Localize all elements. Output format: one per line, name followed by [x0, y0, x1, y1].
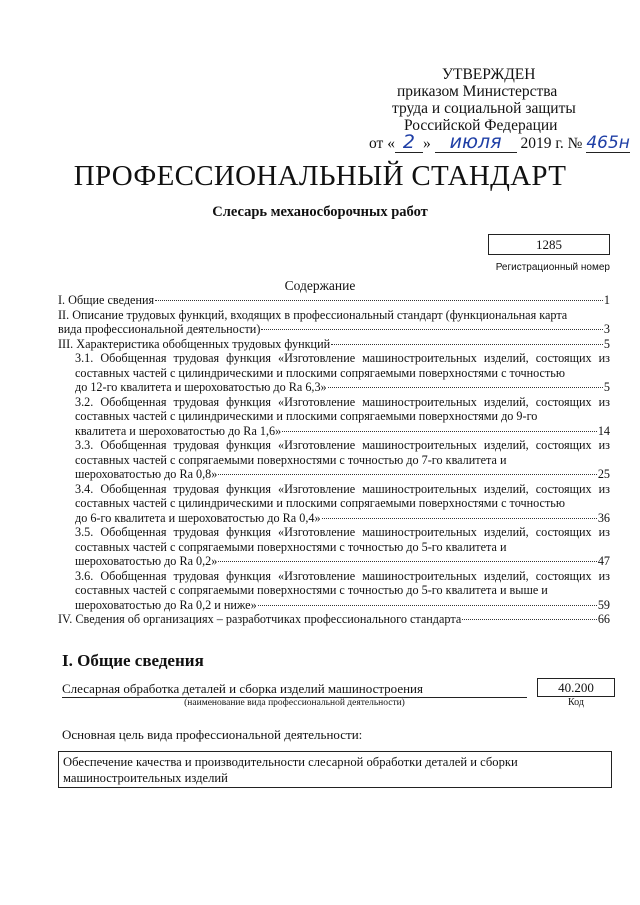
toc-entry-text: 3.5. Обобщенная трудовая функция «Изготовление машиностроительных изделий, состоящих из составных частей с сопрягаемыми поверхностями с точностью до 5-го квалитета и [75, 525, 610, 554]
toc-entry-title: шероховатостью до Ra 0,2 и ниже» [75, 597, 257, 612]
goal-box [58, 751, 612, 788]
toc-page-number: 66 [597, 612, 610, 626]
toc-entry-3-3[interactable] [58, 438, 610, 482]
toc-entry-title: шероховатостью до Ra 0,2» [75, 554, 218, 568]
registration-number-label: Регистрационный номер [495, 262, 610, 273]
toc-page-number: 47 [597, 554, 610, 568]
toc-entry-title: шероховатостью до Ra 0,8» [75, 467, 218, 481]
activity-name-field: Слесарная обработка деталей и сборка изделий машиностроения [62, 680, 527, 698]
leader-dots [331, 344, 603, 345]
toc-entry-2[interactable] [58, 308, 610, 337]
toc-entry-text: 3.4. Обобщенная трудовая функция «Изготовление машиностроительных изделий, состоящих из составных частей с цилиндрическими и плоскими сопрягаемыми поверхностями с точностью [75, 481, 610, 510]
approval-date-line [369, 131, 630, 153]
date-prefix: от « [369, 135, 395, 152]
standard-subtitle: Слесарь механосборочных работ [212, 204, 428, 220]
toc-page-number: 3 [603, 322, 610, 336]
toc-entry-3-2[interactable] [58, 395, 610, 439]
approval-line-2: приказом Министерства [397, 83, 558, 100]
toc-entry-3-1[interactable] [58, 351, 610, 395]
date-year: 2019 г. № [520, 135, 583, 152]
toc-page-number: 25 [597, 467, 610, 481]
leader-dots [218, 561, 596, 562]
date-mid: » [422, 135, 431, 152]
activity-code-box: 40.200 [537, 678, 615, 697]
approval-heading: УТВЕРЖДЕН [442, 66, 536, 83]
handwritten-day: 2 [402, 131, 415, 153]
page-title: ПРОФЕССИОНАЛЬНЫЙ СТАНДАРТ [73, 160, 567, 192]
toc-entry-3[interactable] [58, 337, 610, 352]
toc-entry-3-5[interactable] [58, 525, 610, 569]
toc-entry-title: до 12-го квалитета и шероховатостью до Ra 6,3» [75, 380, 327, 394]
table-of-contents [58, 293, 610, 627]
goal-text-line-2: машиностроительных изделий [63, 771, 228, 785]
handwritten-order-number: 465н [586, 133, 630, 153]
toc-entry-text: 3.3. Обобщенная трудовая функция «Изготовление машиностроительных изделий, состоящих из составных частей с сопрягаемыми поверхностями с точностью до 7-го квалитета и [75, 438, 610, 467]
toc-entry-title: до 6-го квалитета и шероховатостью до Ra 0,4» [75, 510, 321, 525]
activity-code-caption: Код [568, 697, 584, 708]
toc-page-number: 59 [597, 597, 610, 612]
leader-dots [462, 619, 597, 620]
toc-entry-text: II. Описание трудовых функций, входящих в профессиональный стандарт (функциональная карта [58, 307, 568, 322]
toc-entry-title: IV. Сведения об организациях – разработчиках профессионального стандарта [58, 612, 462, 626]
leader-dots [328, 387, 603, 388]
section-heading: I. Общие сведения [62, 651, 204, 670]
registration-number-box: 1285 [488, 234, 610, 255]
toc-entry-text: 3.1. Обобщенная трудовая функция «Изготовление машиностроительных изделий, состоящих из составных частей с цилиндрическими и плоскими сопрягаемыми поверхностями с точностью [75, 351, 610, 380]
approval-line-3: труда и социальной защиты [392, 100, 576, 117]
toc-entry-title: III. Характеристика обобщенных трудовых функций [58, 336, 331, 351]
leader-dots [258, 605, 597, 606]
order-number [586, 135, 630, 153]
leader-dots [218, 474, 596, 475]
toc-entry-title: I. Общие сведения [58, 293, 155, 307]
toc-entry-title: квалитета и шероховатостью до Ra 1,6» [75, 423, 282, 438]
toc-entry-4[interactable] [58, 612, 610, 627]
goal-label: Основная цель вида профессиональной деятельности: [62, 727, 363, 742]
activity-name-caption: (наименование вида профессиональной деятельности) [184, 698, 405, 708]
goal-text-line-1: Обеспечение качества и производительности слесарной обработки деталей и сборки [63, 755, 518, 769]
toc-page-number: 1 [603, 293, 610, 307]
date-day [395, 131, 423, 153]
toc-entry-3-6[interactable] [58, 569, 610, 613]
approval-line-4: Российской Федерации [404, 117, 558, 134]
toc-entry-title: вида профессиональной деятельности) [58, 322, 261, 336]
leader-dots [282, 431, 597, 432]
date-month [435, 131, 517, 153]
toc-title: Содержание [284, 278, 356, 293]
toc-entry-text: 3.2. Обобщенная трудовая функция «Изготовление машиностроительных изделий, состоящих из составных частей с цилиндрическими и плоскими сопрягаемыми поверхностями до 9-го [75, 394, 610, 423]
toc-page-number: 14 [597, 423, 610, 438]
leader-dots [261, 329, 603, 330]
toc-entry-1[interactable] [58, 293, 610, 308]
toc-page-number: 5 [603, 380, 610, 394]
toc-entry-3-4[interactable] [58, 482, 610, 526]
toc-entry-text: 3.6. Обобщенная трудовая функция «Изготовление машиностроительных изделий, состоящих из составных частей с сопрягаемыми поверхностями с точностью до 5-го квалитета и выше и [75, 568, 610, 597]
toc-page-number: 5 [603, 336, 610, 351]
toc-page-number: 36 [597, 510, 610, 525]
leader-dots [322, 518, 597, 519]
leader-dots [155, 300, 603, 301]
handwritten-month: июля [449, 131, 502, 153]
